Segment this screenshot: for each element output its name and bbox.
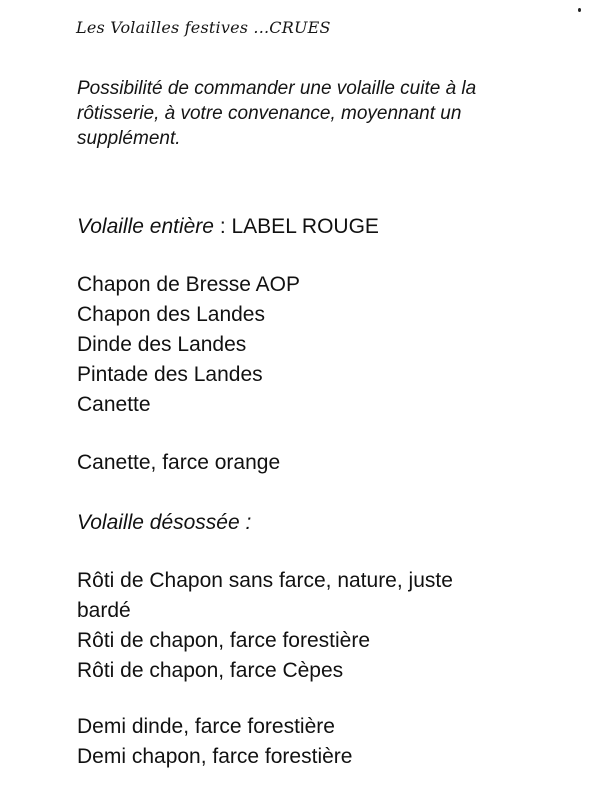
- section-heading-suffix: : LABEL ROUGE: [213, 215, 379, 238]
- list-item: bardé: [77, 599, 131, 622]
- list-item: Canette: [77, 393, 151, 416]
- section-heading-whole: [77, 214, 379, 240]
- intro-line: rôtisserie, à votre convenance, moyennant un: [77, 103, 462, 124]
- list-item: Pintade des Landes: [77, 363, 263, 386]
- list-item: Dinde des Landes: [77, 333, 247, 356]
- scan-speck: [578, 8, 581, 12]
- list-item: Rôti de chapon, farce forestière: [77, 629, 370, 652]
- page-title: Les Volailles festives ...CRUES: [76, 18, 331, 37]
- section-heading-deboned: [77, 510, 251, 536]
- list-item: Canette, farce orange: [77, 451, 281, 474]
- list-item: Demi chapon, farce forestière: [77, 745, 353, 768]
- intro-paragraph: [77, 76, 577, 151]
- whole-poultry-list: [77, 270, 300, 420]
- half-poultry-list: [77, 712, 352, 772]
- stuffed-poultry-list: [77, 448, 280, 478]
- section-heading-label: Volaille désossée :: [77, 511, 252, 534]
- list-item: Demi dinde, farce forestière: [77, 715, 335, 738]
- section-heading-label: Volaille entière: [77, 215, 214, 238]
- list-item: Chapon de Bresse AOP: [77, 273, 300, 296]
- roast-list: [77, 566, 453, 686]
- list-item: Rôti de chapon, farce Cèpes: [77, 659, 344, 682]
- list-item: Chapon des Landes: [77, 303, 265, 326]
- list-item: Rôti de Chapon sans farce, nature, juste: [77, 569, 453, 592]
- intro-line: Possibilité de commander une volaille cuite à la: [77, 78, 477, 99]
- intro-line: supplément.: [77, 128, 181, 149]
